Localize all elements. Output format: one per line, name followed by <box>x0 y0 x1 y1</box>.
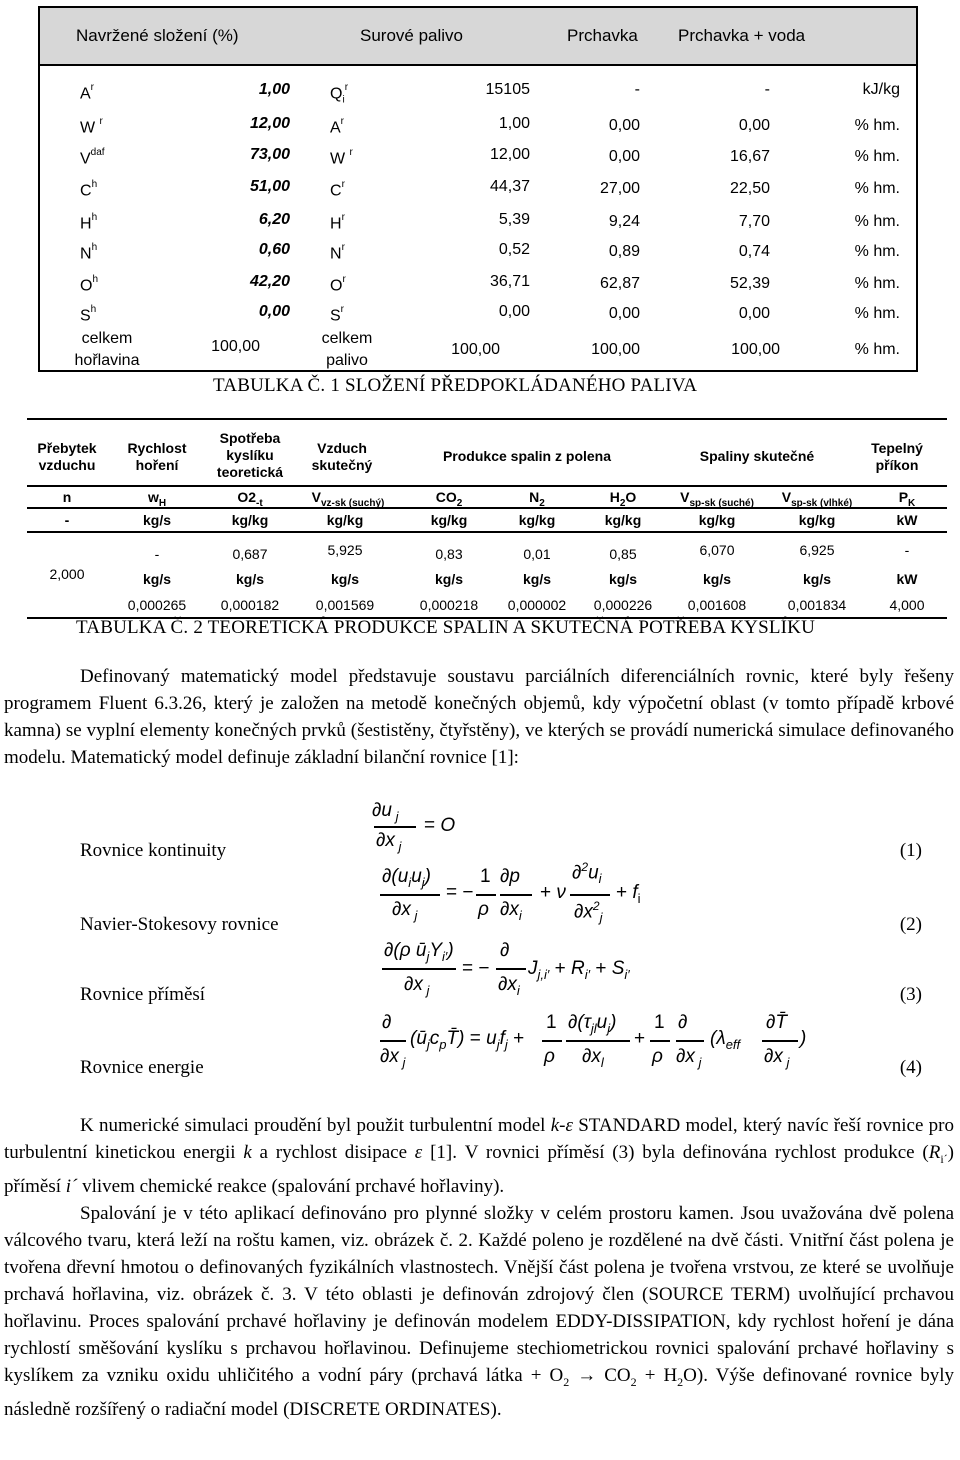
row-value-normalized: 6,20 <box>258 211 290 228</box>
row-label-raw: $N^r$ <box>330 242 345 263</box>
row-label-raw: W $^r$ <box>330 147 353 168</box>
symbol-n: n <box>62 489 72 505</box>
symbol-h2o: $H_2O$ <box>609 489 637 509</box>
header-spotreba: Spotřeba kyslíku teoretická <box>216 430 284 480</box>
row-value-prchavka-voda: 52,39 <box>729 275 770 292</box>
value-cell: - <box>904 542 910 558</box>
row-value-normalized: 42,20 <box>249 273 290 290</box>
equation-1-label: Rovnice kontinuity <box>80 840 227 861</box>
unit-cell: kg/s <box>434 571 463 587</box>
equation-4-label: Rovnice energie <box>80 1057 204 1078</box>
row-unit: % hm. <box>854 117 900 134</box>
row-label-raw: $C^r$ <box>330 179 345 200</box>
symbol-pk: $P_K$ <box>898 489 916 509</box>
symbol-co2: $CO_2$ <box>435 489 463 509</box>
header-rychlost: Rychlost hoření <box>127 440 187 473</box>
row-label-normalized: $N^h$ <box>80 242 98 263</box>
total-value-prchavka: 100,00 <box>591 341 640 358</box>
symbol-wh: $w_H$ <box>147 489 167 509</box>
row-value-prchavka-voda: 0,00 <box>738 117 770 134</box>
row-value-raw: 1,00 <box>498 115 530 132</box>
row-label-normalized: $A^r$ <box>80 82 95 103</box>
row-value-normalized: 1,00 <box>258 81 290 98</box>
row-value-normalized: 0,00 <box>258 303 290 320</box>
value-cell: 0,000226 <box>593 597 653 613</box>
paragraph-turbulence: K numerické simulaci proudění byl použit turbulentní model k-ε STANDARD model, který navíc řeší rovnice pro turbulentní kinetickou energii k a rychlost disipace ε [1]. V rovnici příměsí (3) byla definována rychlost produkce $(R_{i´})$ příměsí i´ vlivem chemické reakce (spalování prchavé hořlaviny). Spalování je v této aplikací definováno pro plynné složky v celém prostoru kamen. Jsou uvažována dvě polena válcového tvaru, která leží na roštu kamen, viz. obrázek č. 2. Každé poleno je rozdělené na dvě části. Vnitřní část polena je tvořena dřevní hmotou o definovaných fyzikálních vlastnostech. Vnější část polena je tvořena vrstvou, ze které se uvolňuje prchavá hořlavina, viz. obrázek č. 3. V této oblasti je definován zdrojový člen (SOURCE TERM) uvolňující prchavou hořlavinu. Proces spalování prchavé hořlaviny je definován modelem EDDY-DISSIPATION, kdy rychlost hoření je dána rychlostí směšování kyslíku s prchavou hořlavinou. Definujeme stechiometrickou rovnici spalování prchavé hořlaviny s kyslíkem za vzniku oxidu uhličitého a vodní páry (prchavá látka + $O_2 \to CO_2 + H_2O$). Výše definované rovnice byly následně rozšířený o radiační model (DISCRETE ORDINATES). <box>4 1115 954 1420</box>
value-cell: 0,001834 <box>787 597 847 613</box>
row-value-prchavka-voda: 16,67 <box>729 148 770 165</box>
row-value-raw: 36,71 <box>489 273 530 290</box>
row-value-prchavka-voda: 7,70 <box>738 213 770 230</box>
value-cell: 6,070 <box>699 542 735 558</box>
row-value-raw: 0,00 <box>498 303 530 320</box>
unit-cell: kg/kg <box>604 512 642 528</box>
row-value-normalized: 51,00 <box>249 178 290 195</box>
symbol-o2t: $O2_{-t}$ <box>237 489 263 509</box>
equation-3-number: (3) <box>899 984 922 1005</box>
table1-caption: TABULKA Č. 1 SLOŽENÍ PŘEDPOKLÁDANÉHO PALIVA <box>213 375 698 396</box>
row-label-raw: $O^r$ <box>330 274 346 295</box>
row-unit: % hm. <box>854 275 900 292</box>
unit-cell: kg/kg <box>430 512 468 528</box>
total-unit: % hm. <box>854 341 900 358</box>
value-cell: 0,001608 <box>687 597 747 613</box>
header-prchavka-voda: Prchavka + voda <box>678 26 806 45</box>
row-value-normalized: 73,00 <box>249 146 290 163</box>
value-cell: 0,001569 <box>315 597 375 613</box>
row-label-raw: $S^r$ <box>330 304 345 325</box>
header-prikon: Tepelný příkon <box>871 440 923 473</box>
row-label-normalized: $O^h$ <box>80 274 99 295</box>
equation-4-number: (4) <box>899 1057 922 1078</box>
header-spaliny: Spaliny skutečné <box>699 448 815 464</box>
header-vzduch: Vzduch skutečný <box>311 440 373 473</box>
value-cell: 0,000218 <box>419 597 479 613</box>
unit-cell: kW <box>896 512 918 528</box>
row-label-raw: $H^r$ <box>330 212 345 233</box>
header-navrzene-slozeni: Navržené složení (%) <box>76 26 239 45</box>
header-surove-palivo: Surové palivo <box>360 26 464 45</box>
n-value: 2,000 <box>49 566 85 582</box>
value-cell: 0,83 <box>435 546 463 562</box>
unit-cell: kg/s <box>235 571 264 587</box>
total-label-hoorlavina: celkem hořlavina <box>74 330 140 369</box>
row-unit: % hm. <box>854 243 900 260</box>
row-value-raw: 15105 <box>485 81 530 98</box>
row-value-raw: 0,52 <box>498 241 530 258</box>
row-value-prchavka: 27,00 <box>599 180 640 197</box>
value-cell: 0,01 <box>523 546 551 562</box>
row-value-prchavka: 62,87 <box>599 275 640 292</box>
unit-cell: kg/s <box>522 571 551 587</box>
header-prebytek: Přebytek vzduchu <box>37 440 97 473</box>
unit-cell: - <box>64 512 70 528</box>
equation-3-label: Rovnice příměsí <box>80 984 206 1005</box>
row-unit: % hm. <box>854 180 900 197</box>
intro-paragraph: Definovaný matematický model představuje soustavu parciálních diferenciálních rovnic, které byly řešeny programem Fluent 6.3.26, který je založen na metodě konečných objemů, kdy výpočetní oblast (v tomto případě krbové kamna) se vyplní elementy konečných prvků (šestistěny, čtyřstěny), ve kterých se provádí numerická simulace definovaného modelu. Matematický model definuje základní bilanční rovnice [1]: <box>4 666 954 768</box>
equation-2-number: (2) <box>899 914 922 935</box>
value-cell: 5,925 <box>327 542 363 558</box>
row-label-normalized: $C^h$ <box>80 179 98 200</box>
unit-cell: kg/kg <box>698 512 736 528</box>
symbol-vvz: $V_{vz-sk (suchý)}$ <box>311 489 385 509</box>
value-cell: 6,925 <box>799 542 835 558</box>
value-cell: 0,000182 <box>220 597 280 613</box>
row-value-normalized: 0,60 <box>258 241 290 258</box>
value-cell: 0,687 <box>232 546 268 562</box>
total-label-palivo: celkem palivo <box>321 330 373 369</box>
value-cell: 0,85 <box>609 546 637 562</box>
equation-2-label: Navier-Stokesovy rovnice <box>80 914 279 935</box>
total-value-prchavka-voda: 100,00 <box>731 341 780 358</box>
row-value-raw: 5,39 <box>498 211 530 228</box>
row-value-raw: 12,00 <box>489 146 530 163</box>
row-value-prchavka: - <box>634 81 640 98</box>
flue-gas-table <box>27 418 947 619</box>
row-value-prchavka-voda: 22,50 <box>729 180 770 197</box>
value-cell: 0,000265 <box>127 597 187 613</box>
row-label-normalized: $V^{daf}$ <box>80 147 105 168</box>
symbol-vsp-vlhke: $V_{sp-sk (vlhké)}$ <box>781 489 853 509</box>
row-value-prchavka: 0,89 <box>608 243 640 260</box>
unit-cell: kg/kg <box>518 512 556 528</box>
unit-cell: kg/kg <box>798 512 836 528</box>
row-unit: % hm. <box>854 148 900 165</box>
row-value-prchavka: 0,00 <box>608 148 640 165</box>
unit-cell: kg/s <box>330 571 359 587</box>
row-label-raw: $Q_i^r$ <box>330 82 349 106</box>
equation-1-number: (1) <box>899 840 922 861</box>
unit-cell: kW <box>896 571 918 587</box>
symbol-n2: $N_2$ <box>529 489 545 509</box>
value-cell: 4,000 <box>889 597 925 613</box>
symbol-vsp-suche: $V_{sp-sk (suché)}$ <box>680 489 754 509</box>
unit-cell: kg/s <box>142 571 171 587</box>
row-value-raw: 44,37 <box>489 178 530 195</box>
row-value-prchavka: 0,00 <box>608 305 640 322</box>
row-value-prchavka: 0,00 <box>608 117 640 134</box>
header-produkce: Produkce spalin z polena <box>442 448 612 464</box>
total-value-normalized: 100,00 <box>211 338 260 355</box>
row-label-raw: $A^r$ <box>330 116 345 137</box>
header-prchavka: Prchavka <box>567 26 638 45</box>
composition-table-header <box>40 8 916 66</box>
total-value-raw: 100,00 <box>451 341 500 358</box>
row-label-normalized: $S^h$ <box>80 304 97 325</box>
unit-cell: kg/s <box>802 571 831 587</box>
unit-cell: kg/s <box>142 512 171 528</box>
row-value-prchavka-voda: - <box>764 81 770 98</box>
composition-table <box>38 6 918 372</box>
unit-cell: kg/kg <box>231 512 269 528</box>
row-label-normalized: W $^r$ <box>80 116 103 137</box>
row-value-prchavka: 9,24 <box>608 213 640 230</box>
value-cell: 0,000002 <box>507 597 567 613</box>
row-unit: % hm. <box>854 213 900 230</box>
row-unit: kJ/kg <box>862 81 900 98</box>
unit-cell: kg/s <box>608 571 637 587</box>
row-value-normalized: 12,00 <box>249 115 290 132</box>
table2-caption: TABULKA Č. 2 TEORETICKÁ PRODUKCE SPALIN A SKUTEČNÁ POTŘEBA KYSLÍKU <box>76 617 816 638</box>
unit-cell: kg/kg <box>326 512 364 528</box>
row-label-normalized: $H^h$ <box>80 212 98 233</box>
value-cell: - <box>154 546 160 562</box>
unit-cell: kg/s <box>702 571 731 587</box>
row-value-prchavka-voda: 0,74 <box>738 243 770 260</box>
row-value-prchavka-voda: 0,00 <box>738 305 770 322</box>
row-unit: % hm. <box>854 305 900 322</box>
